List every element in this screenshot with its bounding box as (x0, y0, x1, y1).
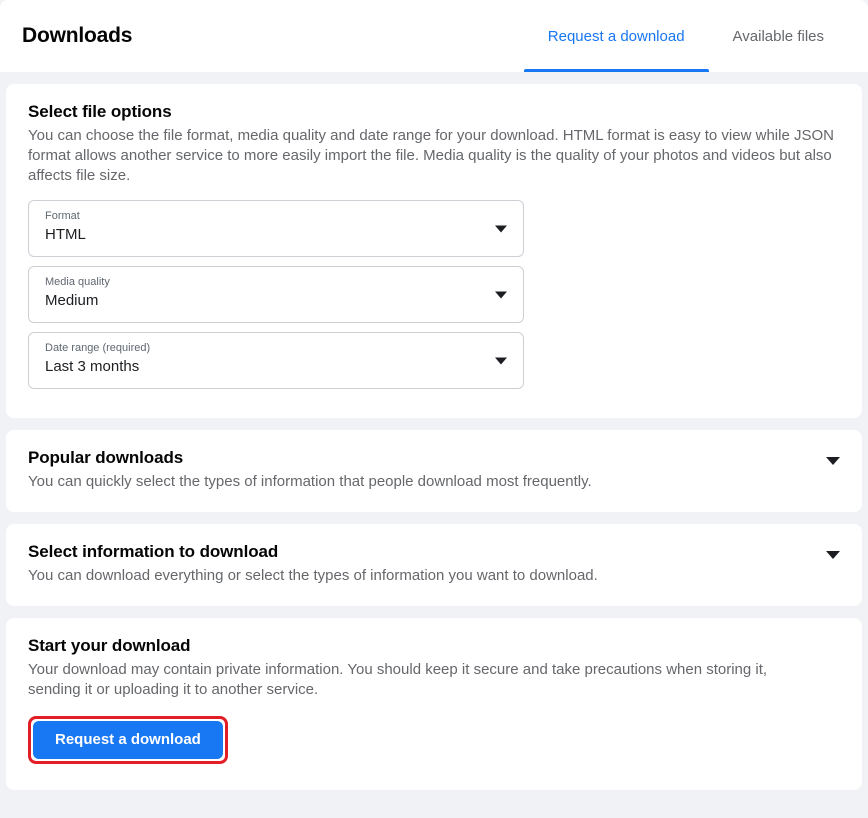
select-information-card[interactable] (6, 524, 862, 606)
chevron-down-icon[interactable] (826, 551, 840, 559)
start-download-title: Start your download (28, 636, 191, 655)
tab-label: Request a download (547, 27, 685, 45)
tab-available-files[interactable] (709, 0, 848, 72)
media-quality-select[interactable] (28, 266, 524, 323)
popular-downloads-description: You can quickly select the types of information that people download most frequently. (28, 473, 592, 490)
select-file-options-title: Select file options (28, 102, 172, 121)
tab-request-a-download[interactable] (524, 0, 709, 72)
date-range-select-label: Date range (required) (45, 342, 151, 354)
file-options-fields (28, 200, 524, 389)
chevron-down-icon (495, 225, 507, 232)
chevron-down-icon[interactable] (826, 457, 840, 465)
tab-bar (524, 0, 848, 72)
media-quality-select-value: Medium (45, 292, 99, 309)
format-select[interactable] (28, 200, 524, 257)
select-information-title: Select information to download (28, 542, 279, 561)
page-header (0, 0, 868, 72)
format-select-label: Format (45, 210, 80, 222)
request-download-highlight (28, 716, 228, 764)
start-download-card (6, 618, 862, 790)
request-download-button[interactable]: Request a download (33, 721, 223, 759)
page-title: Downloads (22, 24, 133, 47)
media-quality-select-label: Media quality (45, 276, 110, 288)
select-information-description: You can download everything or select the types of information you want to download. (28, 567, 598, 584)
chevron-down-icon (495, 357, 507, 364)
date-range-select[interactable] (28, 332, 524, 389)
select-file-options-description: You can choose the file format, media quality and date range for your download. HTML format is easy to view while JSON format allows another service to more easily import the file. Media quality is the quality of your photos and videos but also affects file size. (28, 127, 834, 184)
select-file-options-card (6, 84, 862, 418)
format-select-value: HTML (45, 226, 86, 243)
date-range-select-value: Last 3 months (45, 358, 140, 375)
popular-downloads-title: Popular downloads (28, 448, 184, 467)
start-download-description: Your download may contain private information. You should keep it secure and take precautions when storing it, sending it or uploading it to another service. (28, 661, 768, 698)
popular-downloads-card[interactable] (6, 430, 862, 512)
tab-label: Available files (732, 27, 824, 45)
chevron-down-icon (495, 291, 507, 298)
